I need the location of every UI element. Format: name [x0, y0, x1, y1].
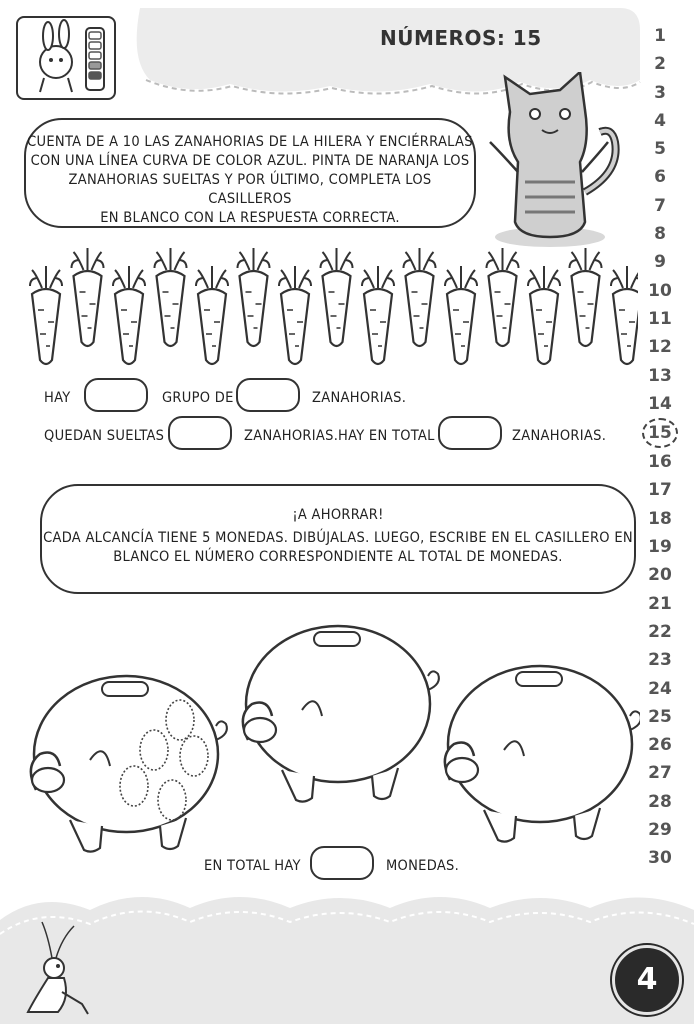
number-strip-item-17: 17: [648, 480, 672, 501]
label-zanahorias-3: ZANAHORIAS.: [512, 428, 607, 444]
instructions-box-coins: [40, 484, 636, 594]
label-grupo-de: GRUPO DE: [162, 390, 234, 406]
number-strip-item-19: 19: [648, 537, 672, 558]
carrot-icon: [321, 248, 353, 346]
label-hay: HAY: [44, 390, 71, 406]
number-strip-item-10: 10: [648, 280, 672, 301]
number-strip-item-23: 23: [648, 650, 672, 671]
number-strip-item-27: 27: [648, 763, 672, 784]
number-strip-item-9: 9: [654, 252, 666, 273]
footer-cloud: [0, 880, 694, 1024]
bunny-icon: [16, 16, 116, 100]
carrot-icon: [528, 266, 560, 364]
page-number: 4: [612, 945, 682, 1015]
carrot-row: [18, 240, 638, 370]
number-strip-item-8: 8: [654, 224, 666, 245]
number-strip-item-29: 29: [648, 820, 672, 841]
bunny-drawing: [18, 18, 114, 98]
number-strip-item-16: 16: [648, 452, 672, 473]
number-strip: [640, 22, 680, 873]
piggy-bank-icon: [445, 666, 640, 842]
carrot-icon: [445, 266, 477, 364]
answer-box-total-coins[interactable]: [310, 846, 374, 880]
number-strip-item-21: 21: [648, 593, 672, 614]
instructions-box-carrots: [24, 118, 476, 228]
number-strip-item-2: 2: [654, 54, 666, 75]
label-monedas: MONEDAS.: [386, 858, 460, 874]
piggy-bank-icon: [243, 626, 439, 802]
answer-box-total-carrots[interactable]: [438, 416, 502, 450]
number-strip-item-3: 3: [654, 82, 666, 103]
number-strip-item-24: 24: [648, 678, 672, 699]
number-strip-item-1: 1: [654, 26, 666, 46]
number-strip-item-7: 7: [654, 195, 666, 216]
carrot-icon: [113, 266, 145, 364]
number-strip-item-15: 15: [642, 418, 678, 448]
carrot-icon: [196, 266, 228, 364]
number-strip-item-25: 25: [648, 706, 672, 727]
carrot-icon: [155, 248, 187, 346]
number-strip-item-6: 6: [654, 167, 666, 188]
carrot-icon: [404, 248, 436, 346]
label-en-total-hay: EN TOTAL HAY: [204, 858, 301, 874]
carrot-icon: [362, 266, 394, 364]
carrot-icon: [611, 266, 638, 364]
number-strip-item-22: 22: [648, 621, 672, 642]
instructions-carrots: CUENTA DE A 10 LAS ZANAHORIAS DE LA HILERA Y ENCIÉRRALAS CON UNA LÍNEA CURVA DE COLOR AZUL. PINTA DE NARANJA LOS ZANAHORIAS SUELTAS Y POR ÚLTIMO, COMPLETA LOS CASILLEROS EN BLANCO CON LA RESPUESTA CORRECTA.: [27, 134, 473, 226]
number-strip-item-4: 4: [654, 110, 666, 131]
carrot-icon: [30, 266, 62, 364]
carrot-icon: [72, 248, 104, 346]
label-quedan-sueltas: QUEDAN SUELTAS: [44, 428, 165, 444]
number-strip-item-18: 18: [648, 508, 672, 529]
number-strip-item-30: 30: [648, 848, 672, 869]
page-title: NÚMEROS: 15: [380, 26, 542, 50]
piggy-bank-row: [20, 610, 640, 860]
number-strip-item-20: 20: [648, 565, 672, 586]
carrot-icon: [487, 248, 519, 346]
answer-box-loose[interactable]: [168, 416, 232, 450]
carrot-icon: [238, 248, 270, 346]
activity-title: ¡A AHORRAR!: [292, 507, 384, 523]
instructions-coins: ¡A AHORRAR! CADA ALCANCÍA TIENE 5 MONEDAS. DIBÚJALAS. LUEGO, ESCRIBE EN EL CASILLERO EN BLANCO EL NÚMERO CORRESPONDIENTE AL TOTAL DE MONEDAS.: [43, 507, 633, 565]
answer-box-group-size[interactable]: [236, 378, 300, 412]
number-strip-item-12: 12: [648, 337, 672, 358]
piggy-bank-icon: [31, 676, 227, 852]
number-strip-item-14: 14: [648, 393, 672, 414]
number-strip-item-5: 5: [654, 139, 666, 160]
number-strip-item-13: 13: [648, 365, 672, 386]
label-hay-en-total: HAY EN TOTAL: [338, 428, 435, 444]
answer-box-groups[interactable]: [84, 378, 148, 412]
grasshopper-icon: [18, 918, 98, 1018]
carrot-icon: [570, 248, 602, 346]
number-strip-item-28: 28: [648, 791, 672, 812]
carrot-icon: [279, 266, 311, 364]
number-strip-item-11: 11: [648, 308, 672, 329]
cat-illustration: [480, 72, 630, 252]
number-strip-item-26: 26: [648, 735, 672, 756]
label-zanahorias-1: ZANAHORIAS.: [312, 390, 407, 406]
label-zanahorias-2: ZANAHORIAS.: [244, 428, 339, 444]
